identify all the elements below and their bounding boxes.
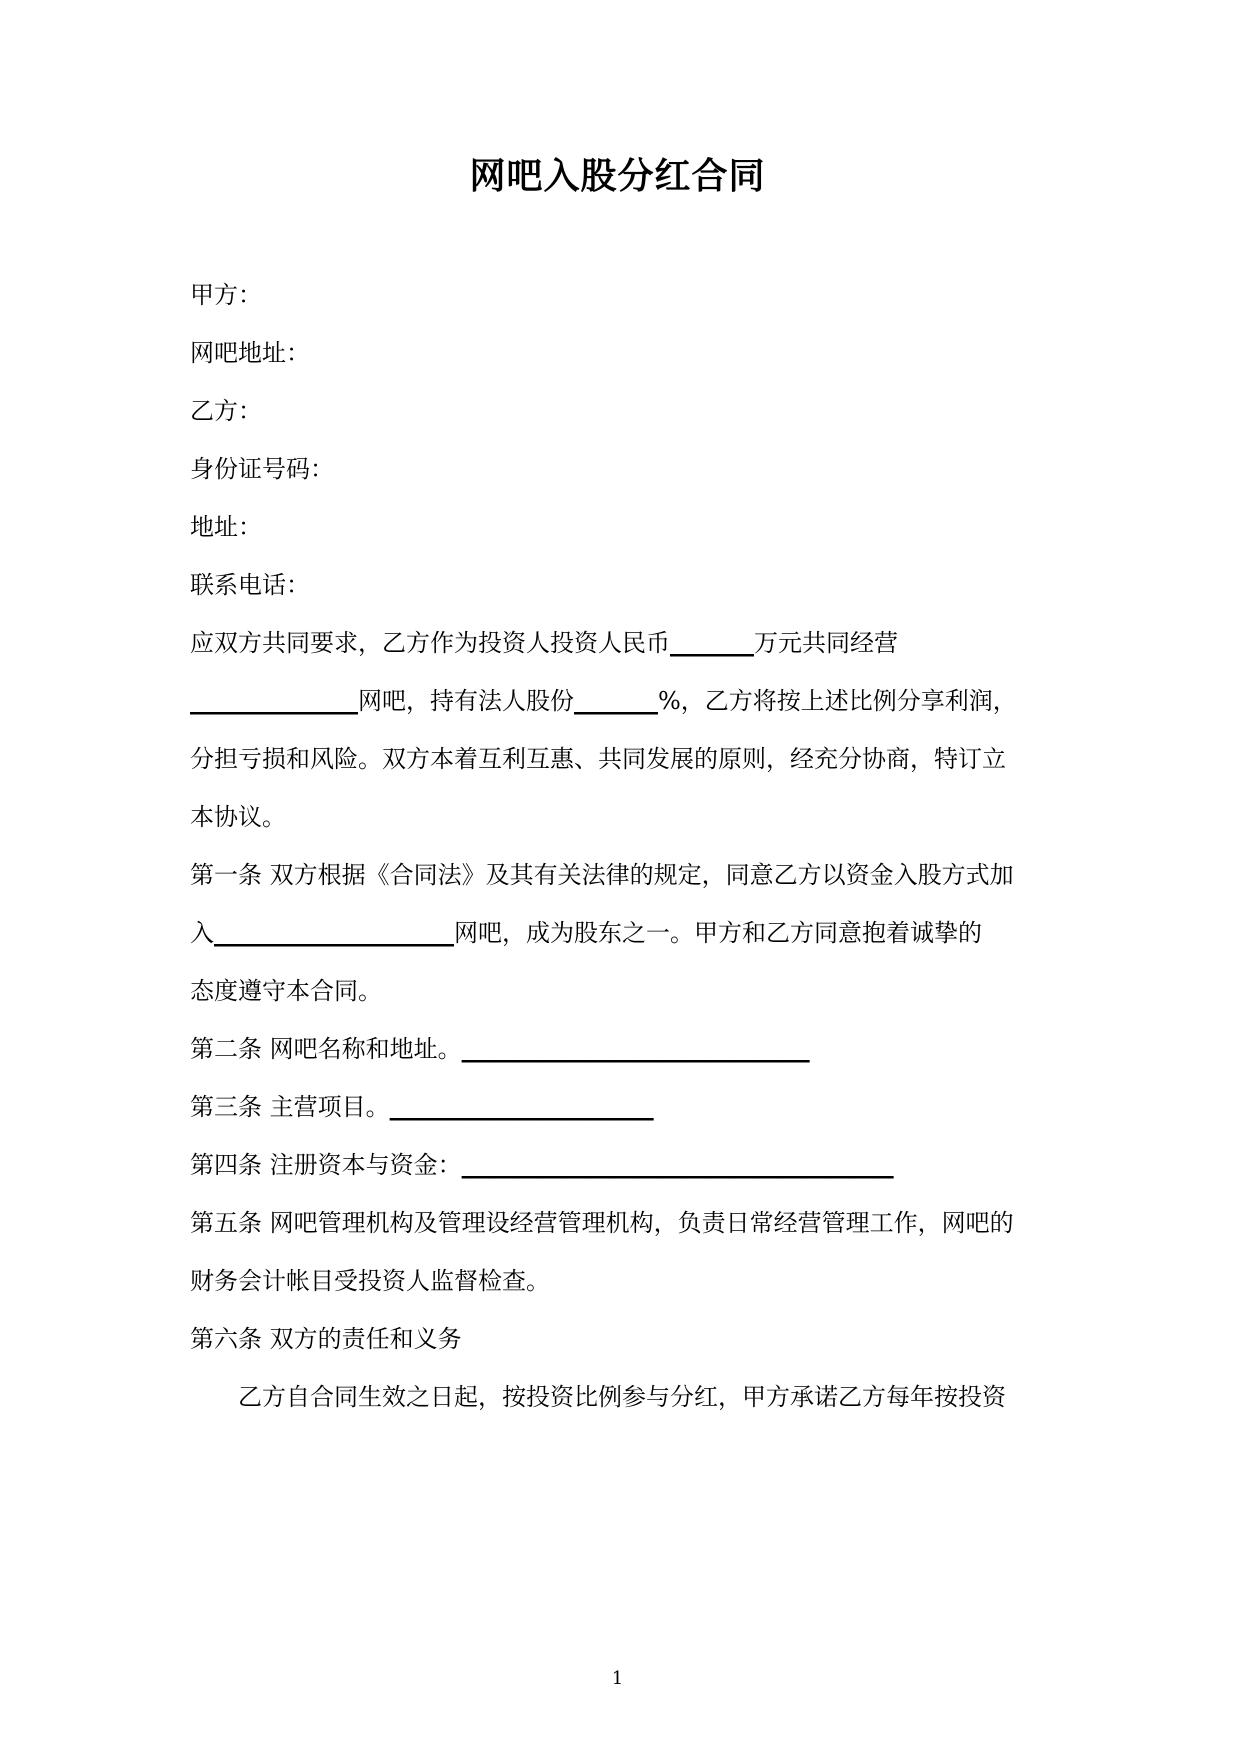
article-6-paragraph: 乙方自合同生效之日起，按投资比例参与分红，甲方承诺乙方每年按投资 (238, 1383, 1006, 1411)
phone-field: 联系电话： (190, 571, 310, 599)
business-items-blank: ______________________ (389, 1093, 654, 1121)
article-1-line-3: 态度遵守本合同。 (190, 977, 382, 1005)
article-5-line-1: 第五条 网吧管理机构及管理设经营管理机构，负责日常经营管理工作，网吧的 (190, 1209, 1014, 1237)
article-3 (190, 1090, 654, 1124)
preamble-line-1 (190, 626, 898, 660)
preamble-text: %，乙方将按上述比例分享利润， (658, 687, 1017, 715)
party-a-field: 甲方： (190, 281, 262, 309)
article-text: 第三条 主营项目。 (190, 1093, 390, 1121)
registered-capital-blank: ____________________________________ (461, 1151, 894, 1179)
article-text: 入 (190, 919, 214, 947)
article-1-line-2 (190, 916, 982, 950)
address-field: 地址： (190, 513, 262, 541)
article-text: 网吧，成为股东之一。甲方和乙方同意抱着诚挚的 (454, 919, 982, 947)
page-number: 1 (611, 1668, 624, 1689)
internet-cafe-address-field: 网吧地址： (190, 339, 310, 367)
preamble-text: 网吧，持有法人股份 (358, 687, 574, 715)
party-b-field: 乙方： (190, 397, 262, 425)
name-address-blank: _____________________________ (461, 1035, 810, 1063)
article-5-line-2: 财务会计帐目受投资人监督检查。 (190, 1267, 550, 1295)
article-2 (190, 1032, 810, 1066)
preamble-line-2 (190, 684, 1017, 718)
article-4 (190, 1148, 894, 1182)
cafe-name-blank: ____________________ (214, 919, 454, 947)
article-1-line-1: 第一条 双方根据《合同法》及其有关法律的规定，同意乙方以资金入股方式加 (190, 861, 1014, 889)
share-percent-blank: _______ (574, 687, 658, 715)
preamble-text: 应双方共同要求，乙方作为投资人投资人民币 (190, 629, 670, 657)
preamble-text: 万元共同经营 (754, 629, 898, 657)
investment-amount-blank: _______ (670, 629, 754, 657)
article-text: 第四条 注册资本与资金： (190, 1151, 462, 1179)
article-6-title: 第六条 双方的责任和义务 (190, 1325, 462, 1353)
id-number-field: 身份证号码： (190, 455, 334, 483)
contract-title: 网吧入股分红合同 (469, 155, 766, 197)
article-text: 第二条 网吧名称和地址。 (190, 1035, 462, 1063)
preamble-line-3: 分担亏损和风险。双方本着互利互惠、共同发展的原则，经充分协商，特订立 (190, 745, 1006, 773)
cafe-name-blank: ______________ (190, 687, 358, 715)
preamble-line-4: 本协议。 (190, 803, 286, 831)
